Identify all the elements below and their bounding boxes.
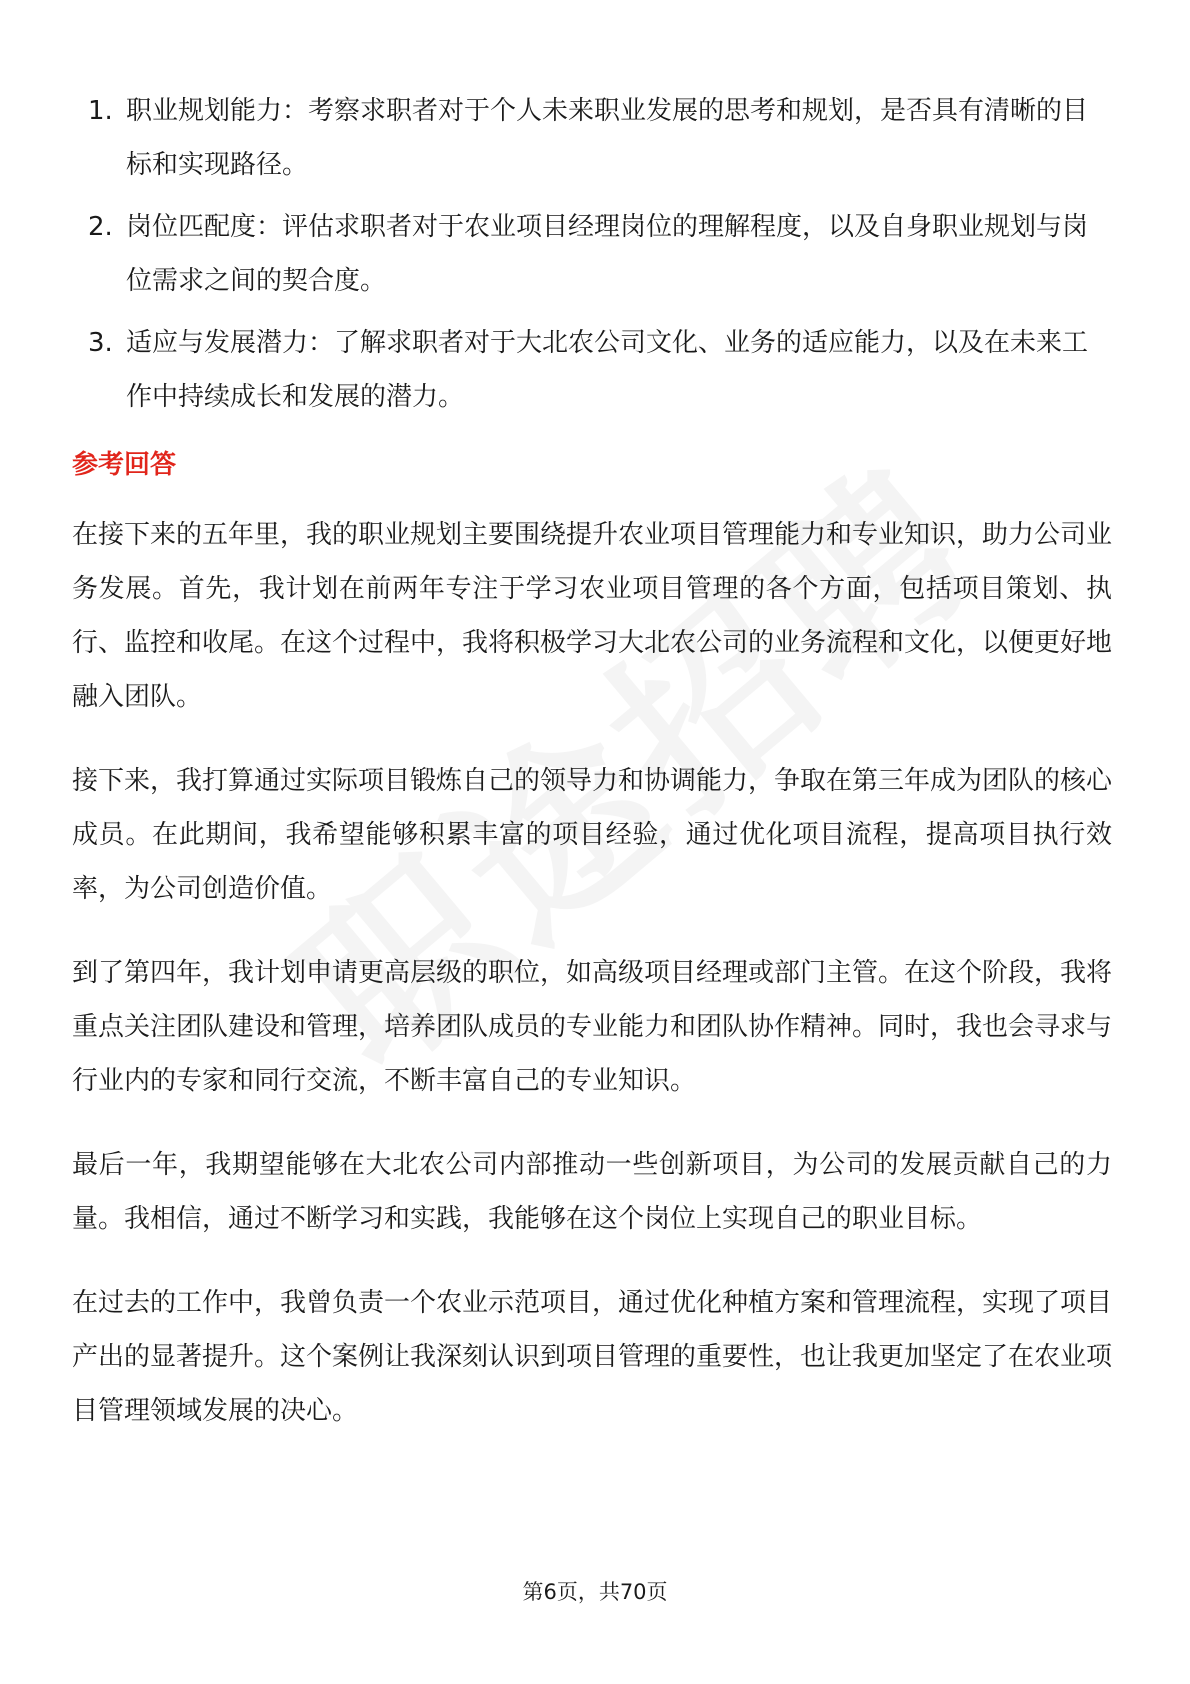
- paragraph: 最后一年，我期望能够在大北农公司内部推动一些创新项目，为公司的发展贡献自己的力量。我相信，通过不断学习和实践，我能够在这个岗位上实现自己的职业目标。: [72, 1150, 1112, 1234]
- list-item-text: 适应与发展潜力：了解求职者对于大北农公司文化、业务的适应能力，以及在未来工作中持续成长和发展的潜力。: [126, 328, 1089, 412]
- page-content: [72, 84, 1112, 1468]
- list-item-text: 岗位匹配度：评估求职者对于农业项目经理岗位的理解程度，以及自身职业规划与岗位需求之间的契合度。: [126, 212, 1089, 296]
- paragraph: 在接下来的五年里，我的职业规划主要围绕提升农业项目管理能力和专业知识，助力公司业务发展。首先，我计划在前两年专注于学习农业项目管理的各个方面，包括项目策划、执行、监控和收尾。在这个过程中，我将积极学习大北农公司的业务流程和文化，以便更好地融入团队。: [72, 520, 1113, 712]
- list-item: [72, 316, 1112, 424]
- criteria-list: [72, 84, 1112, 424]
- section-title: 参考回答: [72, 450, 177, 480]
- list-item-text: 职业规划能力：考察求职者对于个人未来职业发展的思考和规划，是否具有清晰的目标和实现路径。: [126, 96, 1089, 180]
- list-item-number: 3.: [88, 328, 113, 358]
- paragraph: 接下来，我打算通过实际项目锻炼自己的领导力和协调能力，争取在第三年成为团队的核心成员。在此期间，我希望能够积累丰富的项目经验，通过优化项目流程，提高项目执行效率，为公司创造价值。: [72, 766, 1113, 904]
- paragraph: 到了第四年，我计划申请更高层级的职位，如高级项目经理或部门主管。在这个阶段，我将重点关注团队建设和管理，培养团队成员的专业能力和团队协作精神。同时，我也会寻求与行业内的专家和同行交流，不断丰富自己的专业知识。: [72, 958, 1113, 1096]
- paragraph: 在过去的工作中，我曾负责一个农业示范项目，通过优化种植方案和管理流程，实现了项目产出的显著提升。这个案例让我深刻认识到项目管理的重要性，也让我更加坚定了在农业项目管理领域发展的决心。: [72, 1288, 1113, 1426]
- page-number: 第6页，共70页: [522, 1580, 668, 1604]
- list-item-number: 2.: [88, 212, 113, 242]
- list-item: [72, 84, 1112, 192]
- list-item-number: 1.: [88, 96, 113, 126]
- list-item: [72, 200, 1112, 308]
